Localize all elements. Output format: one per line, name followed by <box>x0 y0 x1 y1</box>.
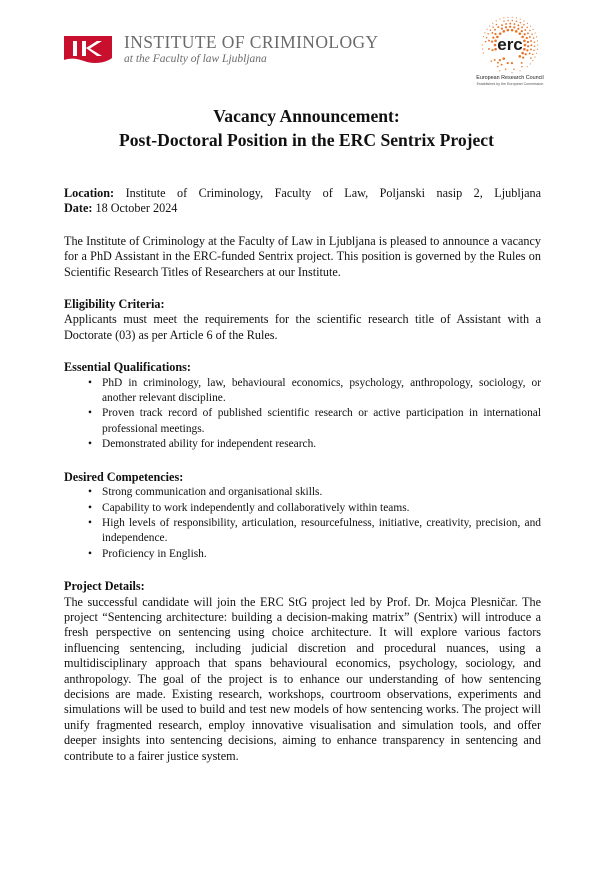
erc-halo-dot <box>485 41 487 43</box>
list-item <box>64 547 541 562</box>
list-item <box>64 501 541 516</box>
location-label: Location: <box>64 186 115 200</box>
bullet-icon: • <box>88 486 92 499</box>
competencies-heading: Desired Competencies: <box>64 469 184 484</box>
erc-halo-dot <box>527 41 529 43</box>
bullet-icon: • <box>88 438 92 451</box>
list-item-text: Proficiency in English. <box>102 547 207 560</box>
erc-logo-icon <box>477 16 543 74</box>
erc-halo-dot <box>531 33 533 35</box>
erc-halo-dot <box>526 49 528 51</box>
list-item-text: PhD in criminology, law, behavioural economics, psychology, anthropology, sociology, or another relevant discipline. <box>102 376 541 405</box>
erc-halo-dot <box>527 66 528 67</box>
erc-halo-dot <box>521 30 523 32</box>
erc-halo-dot <box>534 41 536 43</box>
erc-halo-dot <box>482 48 483 49</box>
institute-logo <box>64 34 379 65</box>
list-item-text: Proven track record of published scientific research or active participation in international professional meetings. <box>102 407 541 435</box>
project-text: The successful candidate will join the ERC StG project led by Prof. Dr. Mojca Plesničar. The project “Sentencing architecture: building a decision-making matrix” (Sentrix) will introduce a fresh perspective on sentencing using choice architecture. It will explore various factors influencing sentencing, including judicial discretion and procedural nuances, using a multidisciplinary approach that spans behavioural economics, psychology, sociology, and anthropology. The goal of the project is to enhance our understanding of how sentencing decisions are made. Existing research, workshops, courtroom observations, experiments and simulations will be used to build and test new models of how sentencing works. The project will unify fragmented research, employ innovative visualisation and simulation tools, and offer deeper insights into sentencing decisions, aiming to enhance transparency in sentencing and contribute to a fairer justice system. <box>64 594 541 763</box>
erc-halo-dot <box>530 57 532 59</box>
erc-halo-dot <box>503 17 504 18</box>
erc-halo-dot <box>502 30 505 33</box>
institute-name: INSTITUTE OF CRIMINOLOGY <box>124 32 379 52</box>
erc-halo-dot <box>503 20 505 22</box>
qualifications-heading: Essential Qualifications: <box>64 360 191 375</box>
erc-halo-dot <box>507 29 510 32</box>
list-item <box>64 516 541 547</box>
erc-halo-dot <box>486 37 488 39</box>
erc-halo-dot <box>537 40 538 41</box>
erc-halo-dot <box>507 62 509 64</box>
erc-halo-dot <box>507 17 508 18</box>
erc-halo-dot <box>519 55 522 58</box>
svg-text:erc: erc <box>497 35 523 54</box>
date-label: Date: <box>64 201 93 216</box>
erc-halo-dot <box>492 26 494 28</box>
location-value: Institute of Criminology, Faculty of Law, Poljanski nasip 2, Ljubljana <box>125 186 541 200</box>
eligibility-heading: Eligibility Criteria: <box>64 297 165 312</box>
bullet-icon: • <box>88 407 92 420</box>
list-item <box>64 437 541 452</box>
erc-halo-dot <box>534 57 535 58</box>
erc-halo-dot <box>519 70 520 71</box>
erc-halo-dot <box>515 30 518 33</box>
erc-halo-dot <box>509 23 511 25</box>
list-item-text: High levels of responsibility, articulation, resourcefulness, initiative, creativity, precision, and independence. <box>102 516 541 545</box>
erc-halo-dot <box>487 29 488 30</box>
erc-halo-dot <box>483 53 484 54</box>
title-line-2: Post-Doctoral Position in the ERC Sentrix Project <box>119 130 494 150</box>
erc-halo-dot <box>532 60 533 61</box>
erc-halo-dot <box>494 29 496 31</box>
erc-halo-dot <box>505 23 507 25</box>
erc-halo-dot <box>505 68 507 70</box>
erc-halo-dot <box>530 44 532 46</box>
erc-halo-dot <box>499 19 500 20</box>
erc-halo-dot <box>530 26 531 27</box>
erc-halo-dot <box>532 54 534 56</box>
erc-halo-dot <box>525 53 527 55</box>
bullet-icon: • <box>88 547 92 560</box>
project-section <box>64 579 541 764</box>
erc-halo-dot <box>490 29 492 31</box>
erc-halo-dot <box>497 62 499 64</box>
erc-halo-dot <box>533 50 535 52</box>
erc-halo-dot <box>534 45 536 47</box>
qualifications-section <box>64 360 541 452</box>
erc-halo-dot <box>526 37 528 39</box>
date-row <box>64 201 541 216</box>
erc-halo-dot <box>501 24 503 26</box>
list-item <box>64 376 541 407</box>
erc-halo-dot <box>507 20 509 22</box>
erc-halo-dot <box>487 33 489 35</box>
erc-halo-dot <box>512 20 514 22</box>
erc-halo-dot <box>532 29 533 30</box>
erc-halo-dot <box>517 24 519 26</box>
erc-halo-dot <box>523 24 525 26</box>
erc-halo-dot <box>517 28 519 30</box>
erc-halo-dot <box>523 20 524 21</box>
erc-halo-dot <box>523 39 526 42</box>
erc-halo-dot <box>505 26 507 28</box>
erc-subtitle: Established by the European Commission <box>476 82 544 86</box>
list-item <box>64 485 541 500</box>
date-value: 18 October 2024 <box>95 201 178 216</box>
eligibility-text: Applicants must meet the requirements for the scientific research title of Assistant with a Doctorate (03) as per Article 6 of the Rules. <box>64 312 541 342</box>
erc-halo-dot <box>492 23 493 24</box>
erc-halo-dot <box>511 62 513 64</box>
erc-halo-dot <box>509 26 511 28</box>
list-item <box>64 406 541 437</box>
bullet-icon: • <box>88 501 92 514</box>
erc-logo <box>455 16 565 86</box>
erc-halo-dot <box>524 33 526 35</box>
erc-halo-dot <box>521 26 523 28</box>
list-item-text: Demonstrated ability for independent research. <box>102 438 317 451</box>
erc-halo-dot <box>526 27 528 29</box>
erc-halo-dot <box>536 53 537 54</box>
erc-halo-dot <box>523 48 526 51</box>
erc-halo-dot <box>513 23 515 25</box>
erc-halo-dot <box>512 17 513 18</box>
title-line-1: Vacancy Announcement: <box>213 106 400 126</box>
eligibility-section <box>64 297 541 343</box>
erc-halo-dot <box>530 63 531 64</box>
erc-halo-dot <box>516 17 517 18</box>
erc-halo-dot <box>522 56 524 58</box>
document-title <box>0 104 613 152</box>
erc-halo-dot <box>501 28 503 30</box>
erc-halo-dot <box>496 24 498 26</box>
erc-halo-dot <box>501 64 503 66</box>
erc-halo-dot <box>489 25 490 26</box>
erc-halo-dot <box>529 30 531 32</box>
competencies-list <box>64 485 541 562</box>
erc-halo-dot <box>537 45 538 46</box>
erc-halo-dot <box>491 41 493 43</box>
intro-paragraph: The Institute of Criminology at the Faculty of Law in Ljubljana is pleased to announce a vacancy for a PhD Assistant in the ERC-funded Sentrix project. This position is governed by the Rules on Scientific Research Titles of Researchers at our Institute. <box>64 233 541 279</box>
erc-halo-dot <box>536 36 537 37</box>
erc-halo-dot <box>511 72 512 73</box>
erc-halo-dot <box>537 49 538 50</box>
bullet-icon: • <box>88 376 92 389</box>
erc-halo-dot <box>492 37 494 39</box>
erc-halo-dot <box>499 70 500 71</box>
erc-halo-dot <box>497 66 499 68</box>
erc-halo-dot <box>524 44 527 47</box>
erc-halo-dot <box>527 45 529 47</box>
meta-block <box>64 186 541 217</box>
erc-halo-dot <box>494 44 497 47</box>
erc-halo-dot <box>513 69 515 71</box>
erc-halo-dot <box>527 32 529 34</box>
erc-halo-dot <box>521 66 523 68</box>
erc-halo-dot <box>499 59 501 61</box>
erc-halo-dot <box>491 60 493 62</box>
erc-halo-dot <box>533 37 535 39</box>
erc-halo-dot <box>529 52 531 54</box>
bullet-icon: • <box>88 516 92 529</box>
qualifications-list <box>64 376 541 453</box>
institute-logo-mark-icon <box>64 36 112 64</box>
erc-halo-dot <box>520 19 521 20</box>
erc-halo-dot <box>513 26 515 28</box>
erc-halo-dot <box>488 40 490 42</box>
erc-halo-dot <box>521 62 523 64</box>
erc-halo-dot <box>529 36 531 38</box>
erc-halo-dot <box>482 44 483 45</box>
erc-halo-dot <box>511 29 514 32</box>
erc-halo-dot <box>524 29 526 31</box>
erc-halo-dot <box>484 32 485 33</box>
document-body <box>64 186 541 764</box>
location-row <box>64 186 541 201</box>
project-heading: Project Details: <box>64 579 145 594</box>
erc-halo-dot <box>520 22 522 24</box>
erc-halo-dot <box>491 32 493 34</box>
list-item-text: Strong communication and organisational skills. <box>102 486 323 499</box>
erc-name: European Research Council <box>476 75 544 81</box>
erc-halo-dot <box>502 57 505 60</box>
erc-halo-dot <box>491 49 493 51</box>
erc-halo-dot <box>530 48 532 50</box>
erc-halo-dot <box>488 48 490 50</box>
erc-halo-dot <box>483 36 484 37</box>
erc-halo-dot <box>494 59 496 61</box>
competencies-section <box>64 470 541 562</box>
erc-halo-dot <box>530 40 532 42</box>
erc-halo-dot <box>516 20 518 22</box>
list-item-text: Capability to work independently and collaboratively within teams. <box>102 501 410 514</box>
erc-halo-dot <box>535 32 536 33</box>
erc-halo-dot <box>496 20 497 21</box>
institute-subtitle: at the Faculty of law Ljubljana <box>124 52 267 65</box>
erc-halo-dot <box>497 26 499 28</box>
erc-halo-dot <box>527 23 528 24</box>
